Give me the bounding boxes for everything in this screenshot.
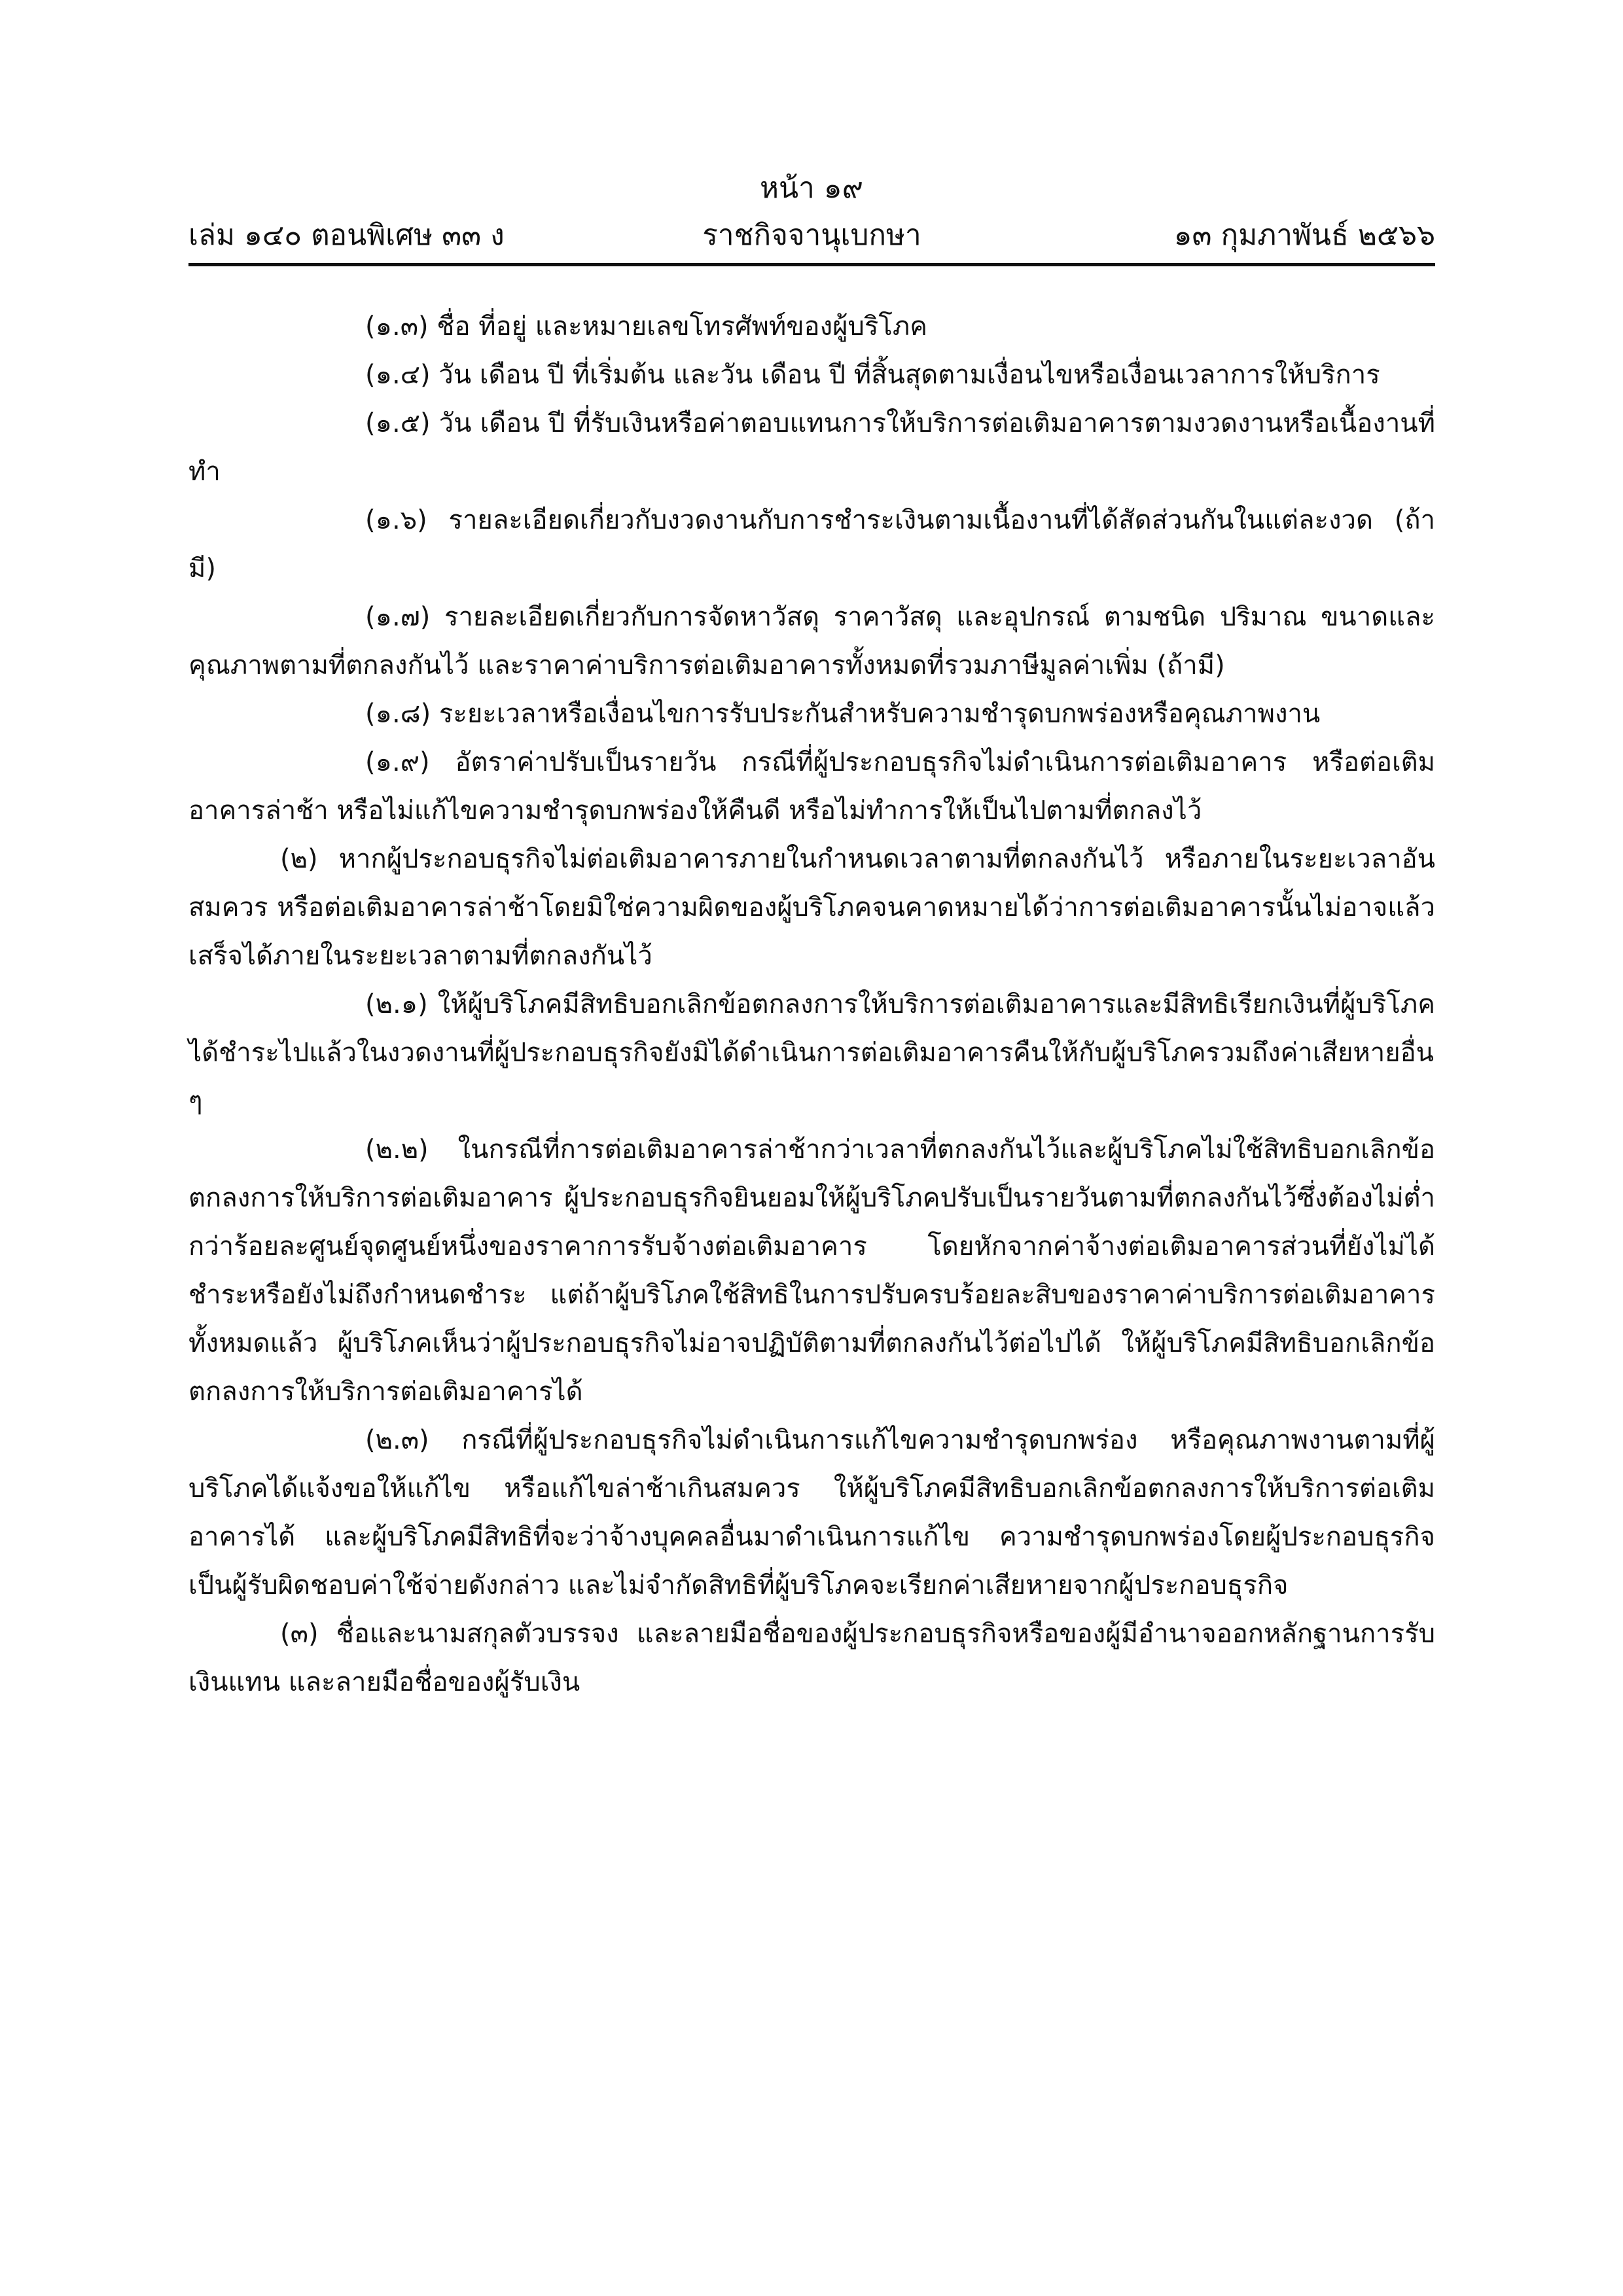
header-divider — [188, 263, 1435, 266]
paragraph-2-1: (๒.๑) ให้ผู้บริโภคมีสิทธิบอกเลิกข้อตกลงการให้บริการต่อเติมอาคารและมีสิทธิเรียกเงินที่ผู้บริโภคได้ชำระไปแล้วในงวดงานที่ผู้ประกอบธุรกิจยังมิได้ดำเนินการต่อเติมอาคารคืนให้กับผู้บริโภครวมถึงค่าเสียหายอื่น ๆ — [188, 989, 1435, 1116]
paragraph-1-6: (๑.๖) รายละเอียดเกี่ยวกับงวดงานกับการชำระเงินตามเนื้องานที่ได้สัดส่วนกันในแต่ละงวด (ถ้ามี) — [188, 505, 1435, 584]
running-header — [188, 216, 1435, 258]
publication-date: ๑๓ กุมภาพันธ์ ๒๕๖๖ — [1173, 219, 1435, 252]
paragraph-1-9: (๑.๙) อัตราค่าปรับเป็นรายวัน กรณีที่ผู้ประกอบธุรกิจไม่ดำเนินการต่อเติมอาคาร หรือต่อเติมอาคารล่าช้า หรือไม่แก้ไขความชำรุดบกพร่องให้คืนดี หรือไม่ทำการให้เป็นไปตามที่ตกลงไว้ — [188, 747, 1435, 826]
paragraph-3: (๓) ชื่อและนามสกุลตัวบรรจง และลายมือชื่อของผู้ประกอบธุรกิจหรือของผู้มีอำนาจออกหลักฐานการรับเงินแทน และลายมือชื่อของผู้รับเงิน — [188, 1619, 1435, 1697]
paragraph-1-7: (๑.๗) รายละเอียดเกี่ยวกับการจัดหาวัสดุ ราคาวัสดุ และอุปกรณ์ ตามชนิด ปริมาณ ขนาดและคุณภาพตามที่ตกลงกันไว้ และราคาค่าบริการต่อเติมอาคารทั้งหมดที่รวมภาษีมูลค่าเพิ่ม (ถ้ามี) — [188, 602, 1435, 680]
publication-title: ราชกิจจานุเบกษา — [702, 219, 921, 252]
paragraph-2: (๒) หากผู้ประกอบธุรกิจไม่ต่อเติมอาคารภายในกำหนดเวลาตามที่ตกลงกันไว้ หรือภายในระยะเวลาอันสมควร หรือต่อเติมอาคารล่าช้าโดยมิใช่ความผิดของผู้บริโภคจนคาดหมายได้ว่าการต่อเติมอาคารนั้นไม่อาจแล้วเสร็จได้ภายในระยะเวลาตามที่ตกลงกันไว้ — [188, 844, 1435, 971]
paragraph-2-3: (๒.๓) กรณีที่ผู้ประกอบธุรกิจไม่ดำเนินการแก้ไขความชำรุดบกพร่อง หรือคุณภาพงานตามที่ผู้บริโภคได้แจ้งขอให้แก้ไข หรือแก้ไขล่าช้าเกินสมควร ให้ผู้บริโภคมีสิทธิบอกเลิกข้อตกลงการให้บริการต่อเติมอาคารได้ และผู้บริโภคมีสิทธิที่จะว่าจ้างบุคคลอื่นมาดำเนินการแก้ไข ความชำรุดบกพร่องโดยผู้ประกอบธุรกิจเป็นผู้รับผิดชอบค่าใช้จ่ายดังกล่าว และไม่จำกัดสิทธิที่ผู้บริโภคจะเรียกค่าเสียหายจากผู้ประกอบธุรกิจ — [188, 1425, 1435, 1600]
paragraph-1-4: (๑.๔) วัน เดือน ปี ที่เริ่มต้น และวัน เดือน ปี ที่สิ้นสุดตามเงื่อนไขหรือเงื่อนเวลาการให้บริการ — [365, 360, 1380, 390]
paragraph-1-5: (๑.๕) วัน เดือน ปี ที่รับเงินหรือค่าตอบแทนการให้บริการต่อเติมอาคารตามงวดงานหรือเนื้องานที่ทำ — [188, 408, 1435, 487]
paragraph-1-3: (๑.๓) ชื่อ ที่อยู่ และหมายเลขโทรศัพท์ของผู้บริโภค — [365, 311, 928, 342]
page-number: หน้า ๑๙ — [760, 171, 863, 205]
body-text — [188, 302, 1435, 1706]
volume-issue: เล่ม ๑๔๐ ตอนพิเศษ ๓๓ ง — [188, 219, 505, 252]
paragraph-1-8: (๑.๘) ระยะเวลาหรือเงื่อนไขการรับประกันสำหรับความชำรุดบกพร่องหรือคุณภาพงาน — [365, 699, 1321, 729]
paragraph-2-2: (๒.๒) ในกรณีที่การต่อเติมอาคารล่าช้ากว่าเวลาที่ตกลงกันไว้และผู้บริโภคไม่ใช้สิทธิบอกเลิกข้อตกลงการให้บริการต่อเติมอาคาร ผู้ประกอบธุรกิจยินยอมให้ผู้บริโภคปรับเป็นรายวันตามที่ตกลงกันไว้ซึ่งต้องไม่ต่ำกว่าร้อยละศูนย์จุดศูนย์หนึ่งของราคาการรับจ้างต่อเติมอาคาร โดยหักจากค่าจ้างต่อเติมอาคารส่วนที่ยังไม่ได้ชำระหรือยังไม่ถึงกำหนดชำระ แต่ถ้าผู้บริโภคใช้สิทธิในการปรับครบร้อยละสิบของราคาค่าบริการต่อเติมอาคารทั้งหมดแล้ว ผู้บริโภคเห็นว่าผู้ประกอบธุรกิจไม่อาจปฏิบัติตามที่ตกลงกันไว้ต่อไปได้ ให้ผู้บริโภคมีสิทธิบอกเลิกข้อตกลงการให้บริการต่อเติมอาคารได้ — [188, 1135, 1435, 1407]
